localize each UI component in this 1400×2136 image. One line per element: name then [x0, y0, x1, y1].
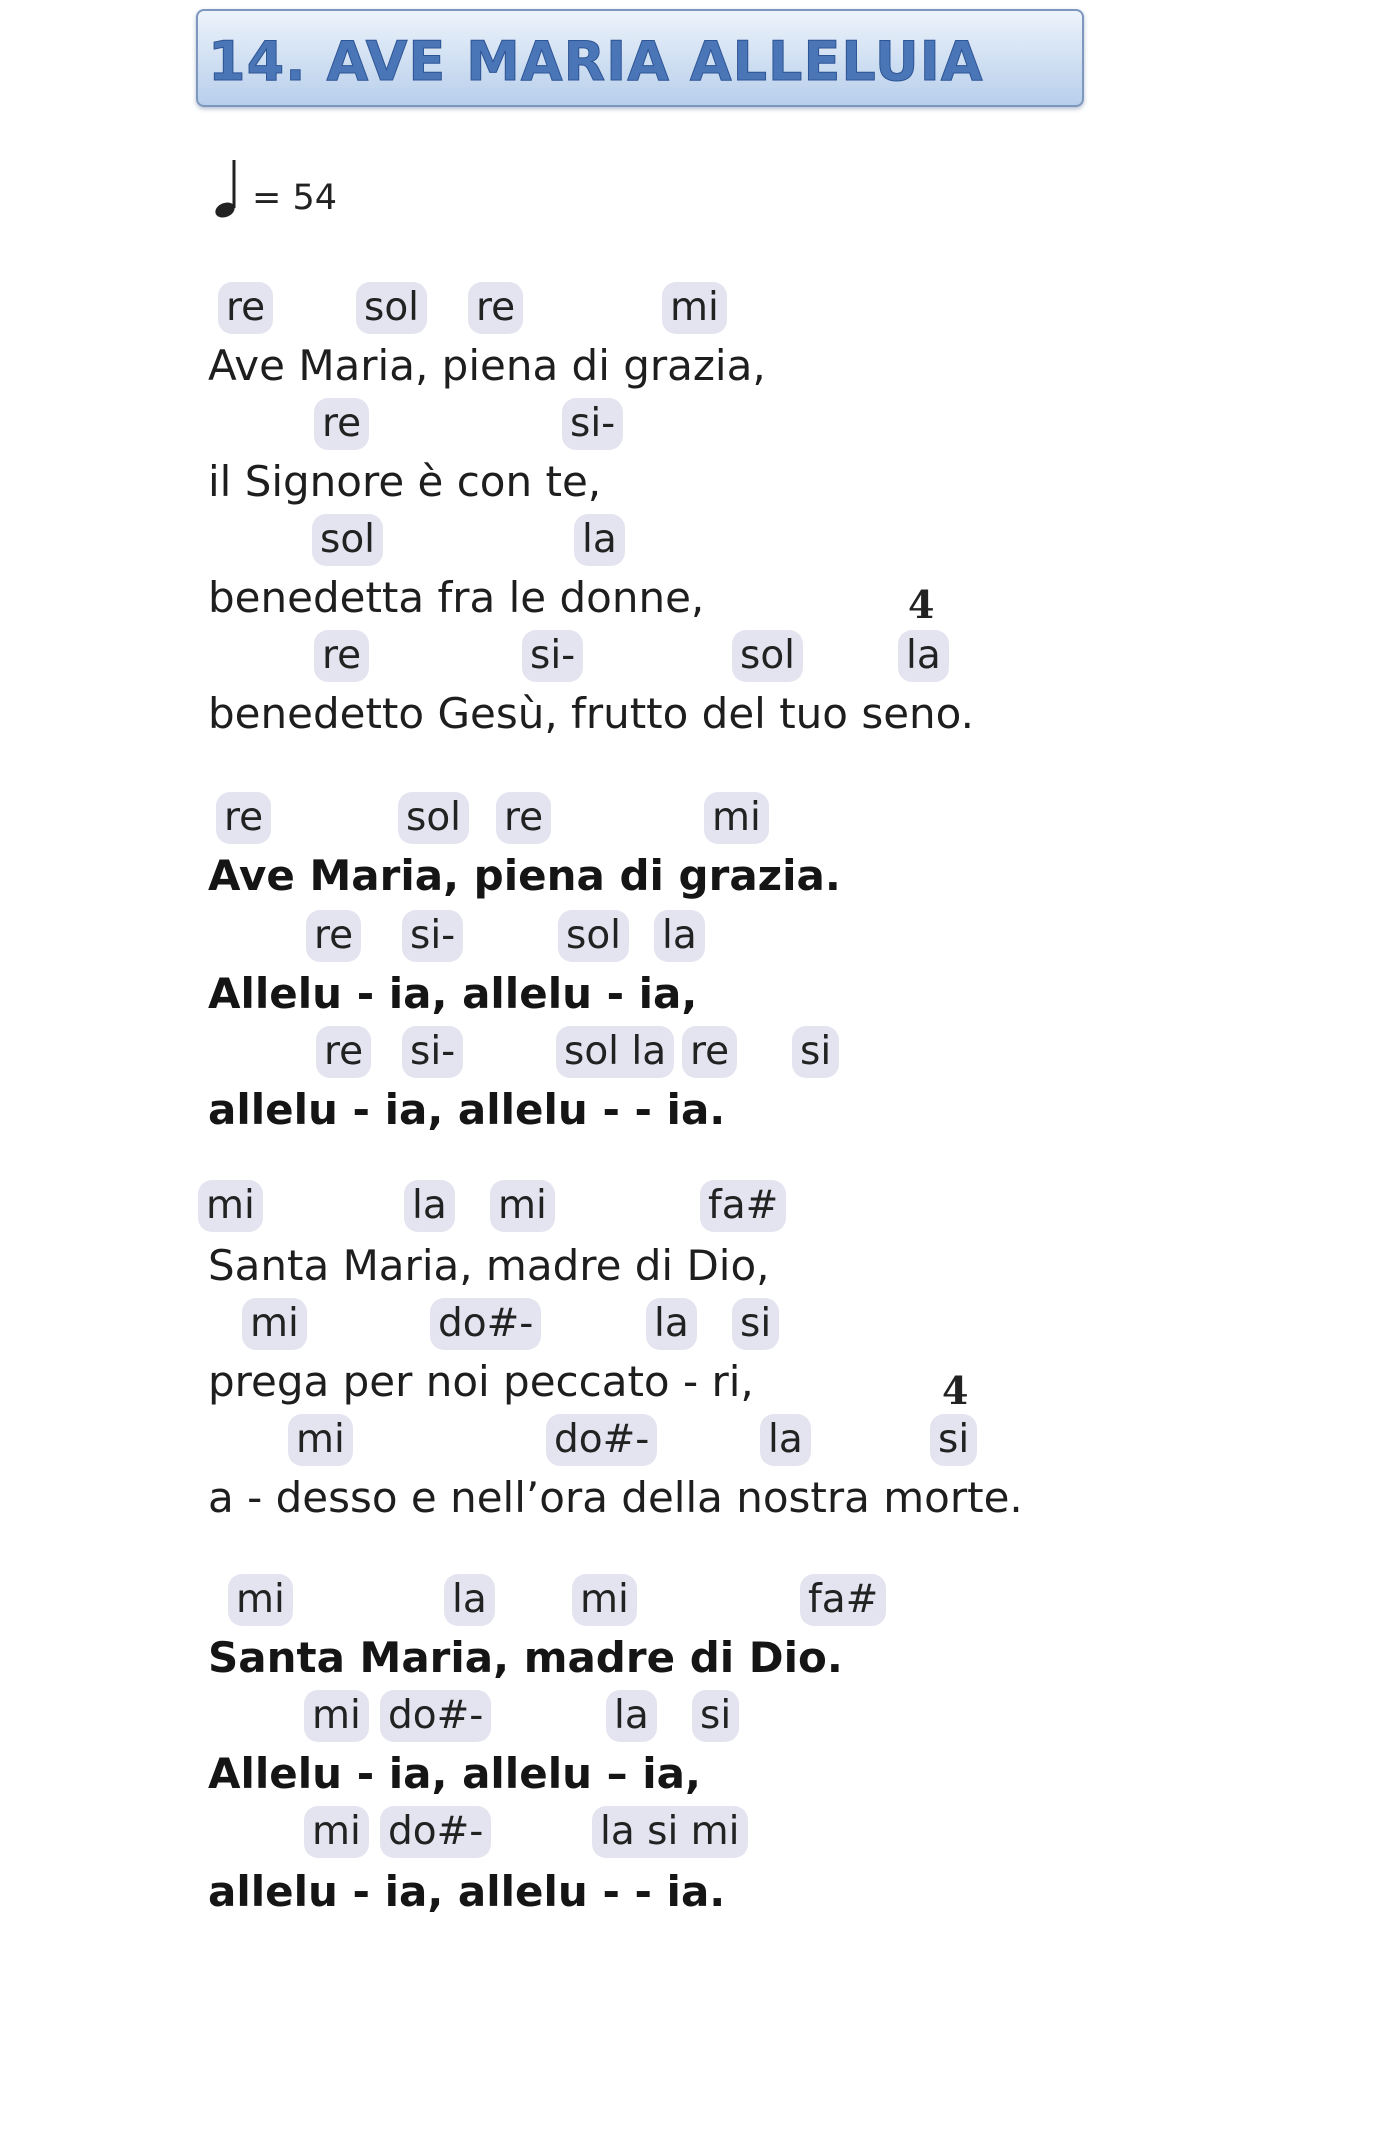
lyric-line: Santa Maria, madre di Dio,	[208, 1241, 770, 1290]
refrain-lyric-line: allelu - ia, allelu - - ia.	[208, 1085, 726, 1134]
chord-label: si	[792, 1026, 839, 1078]
lyric-line: benedetto Gesù, frutto del tuo seno.	[208, 689, 974, 738]
chord-label: la	[646, 1298, 697, 1350]
chord-label: la	[404, 1180, 455, 1232]
chord-label: sol	[356, 282, 427, 334]
song-title: 14. AVE MARIA ALLELUIA	[208, 30, 984, 93]
refrain-lyric-line: Allelu - ia, allelu – ia,	[208, 1749, 701, 1798]
lyric-line: il Signore è con te,	[208, 457, 602, 506]
quarter-note-icon	[212, 156, 248, 222]
chord-label: re	[496, 792, 551, 844]
refrain-lyric-line: Santa Maria, madre di Dio.	[208, 1633, 843, 1682]
refrain-lyric-line: Ave Maria, piena di grazia.	[208, 851, 841, 900]
chord-label: re	[306, 910, 361, 962]
chord-label: mi	[662, 282, 727, 334]
chord-label: mi	[242, 1298, 307, 1350]
chord-label: si	[732, 1298, 779, 1350]
chord-label: sol	[732, 630, 803, 682]
chord-label: la	[654, 910, 705, 962]
chord-label: la	[898, 630, 949, 682]
chord-label: si-	[522, 630, 583, 682]
chord-label: la	[606, 1690, 657, 1742]
chord-label: re	[218, 282, 273, 334]
chord-label: re	[314, 630, 369, 682]
chord-label: sol la	[556, 1026, 674, 1078]
chord-label: do#-	[380, 1690, 491, 1742]
chord-label: re	[216, 792, 271, 844]
chord-label: sol	[558, 910, 629, 962]
chord-label: si-	[562, 398, 623, 450]
repeat-mark: 4	[942, 1368, 969, 1413]
chord-label: la	[574, 514, 625, 566]
chord-label: re	[316, 1026, 371, 1078]
chord-label: re	[682, 1026, 737, 1078]
chord-label: re	[314, 398, 369, 450]
chord-label: si-	[402, 1026, 463, 1078]
lyric-line: Ave Maria, piena di grazia,	[208, 341, 766, 390]
chord-label: mi	[304, 1806, 369, 1858]
chord-label: fa#	[700, 1180, 786, 1232]
chord-label: fa#	[800, 1574, 886, 1626]
chord-label: la	[760, 1414, 811, 1466]
chord-label: re	[468, 282, 523, 334]
chord-label: mi	[490, 1180, 555, 1232]
lyric-line: prega per noi peccato - ri,	[208, 1357, 754, 1406]
chord-label: do#-	[546, 1414, 657, 1466]
chord-label: si	[692, 1690, 739, 1742]
chord-label: la	[444, 1574, 495, 1626]
chord-label: mi	[572, 1574, 637, 1626]
chord-label: do#-	[380, 1806, 491, 1858]
chord-label: mi	[288, 1414, 353, 1466]
refrain-lyric-line: Allelu - ia, allelu - ia,	[208, 969, 698, 1018]
refrain-lyric-line: allelu - ia, allelu - - ia.	[208, 1867, 726, 1916]
lyric-line: benedetta fra le donne,	[208, 573, 705, 622]
chord-label: sol	[398, 792, 469, 844]
repeat-mark: 4	[908, 582, 935, 627]
chord-label: sol	[312, 514, 383, 566]
chord-label: si-	[402, 910, 463, 962]
chord-label: la si mi	[592, 1806, 748, 1858]
chord-label: mi	[704, 792, 769, 844]
chord-label: si	[930, 1414, 977, 1466]
lyric-line: a - desso e nell’ora della nostra morte.	[208, 1473, 1023, 1522]
chord-label: mi	[304, 1690, 369, 1742]
tempo-value: = 54	[252, 178, 337, 218]
chord-label: mi	[198, 1180, 263, 1232]
chord-label: do#-	[430, 1298, 541, 1350]
chord-label: mi	[228, 1574, 293, 1626]
